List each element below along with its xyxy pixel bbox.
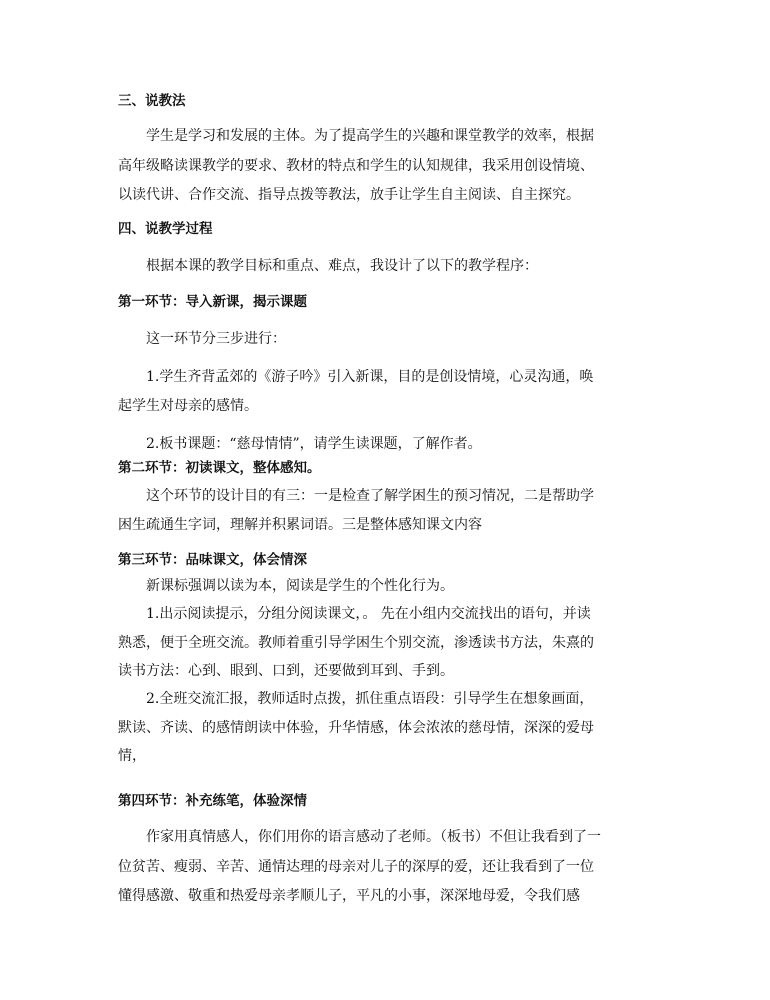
paragraph-line: 新课标强调以读为本，阅读是学生的个性化行为。 [146,578,454,594]
paragraph-line: 2.板书课题：“慈母情情”，请学生读课题，了解作者。 [146,436,482,452]
paragraph-line: 学生是学习和发展的主体。为了提高学生的兴趣和课堂教学的效率，根据 [146,128,594,144]
section-heading-teaching-methods: 三、说教法 [118,93,186,109]
paragraph-line: 这个环节的设计目的有三：一是检查了解学困生的预习情况，二是帮助学 [146,488,594,504]
paragraph-line: 困生疏通生字词，理解并积累词语。三是整体感知课文内容 [118,517,482,533]
paragraph-line: 这一环节分三步进行： [146,331,286,347]
paragraph-line: 起学生对母亲的感情。 [118,398,258,414]
paragraph-line: 默读、齐读、的感情朗读中体验，升华情感，体会浓浓的慈母情，深深的爱母 [118,720,594,736]
paragraph-line: 高年级略读课教学的要求、教材的特点和学生的认知规律，我采用创设情境、 [118,158,594,174]
paragraph-line: 位贫苦、瘦弱、辛苦、通情达理的母亲对儿子的深厚的爱，还让我看到了一位 [118,859,594,875]
paragraph-line: 读书方法：心到、眼到、口到，还要做到耳到、手到。 [118,663,454,679]
section-heading-step-2: 第二环节：初读课文，整体感知。 [118,460,321,476]
paragraph-line: 情， [118,748,146,764]
paragraph-line: 1.出示阅读提示，分组分阅读课文，。 先在小组内交流找出的语句，并读 [146,606,591,622]
paragraph-line: 2.全班交流汇报，教师适时点拨，抓住重点语段：引导学生在想象画面， [146,691,594,707]
paragraph-line: 懂得感激、敬重和热爱母亲孝顺儿子，平凡的小事，深深地母爱，令我们感 [118,888,580,904]
section-heading-step-1: 第一环节：导入新课，揭示课题 [118,294,307,310]
section-heading-teaching-process: 四、说教学过程 [118,221,213,237]
paragraph-line: 根据本课的教学目标和重点、难点，我设计了以下的教学程序： [146,258,538,274]
paragraph-line: 作家用真情感人，你们用你的语言感动了老师。（板书）不但让我看到了一 [146,829,601,845]
paragraph-line: 1.学生齐背孟郊的《游子吟》引入新课，目的是创设情境，心灵沟通，唤 [146,369,594,385]
paragraph-line: 熟悉，便于全班交流。教师着重引导学困生个别交流，渗透读书方法，朱熹的 [118,635,594,651]
section-heading-step-3: 第三环节：品味课文，体会情深 [118,552,307,568]
section-heading-step-4: 第四环节：补充练笔，体验深情 [118,793,307,809]
paragraph-line: 以读代讲、合作交流、指导点拨等教法，放手让学生自主阅读、自主探究。 [118,187,580,203]
